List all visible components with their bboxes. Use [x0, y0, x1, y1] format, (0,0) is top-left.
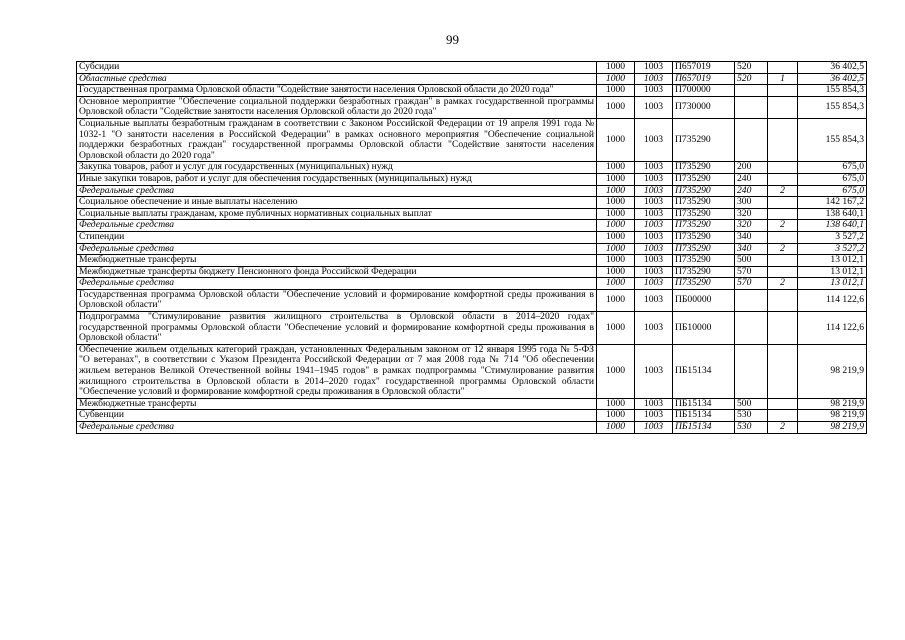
row-subsection: 1003 [635, 410, 673, 422]
table-row [77, 162, 867, 174]
row-amount: 36 402,5 [798, 73, 867, 85]
row-amount: 155 854,3 [798, 96, 867, 118]
row-expense-type: 240 [735, 173, 768, 185]
row-subsection: 1003 [635, 243, 673, 255]
row-name: Государственная программа Орловской области "Обеспечение условий и формирование комфортной среды проживания в Орловской области" [77, 289, 597, 311]
row-target-article: П735290 [673, 185, 735, 197]
row-section: 1000 [597, 422, 635, 434]
row-amount: 13 012,1 [798, 278, 867, 290]
row-subsection: 1003 [635, 85, 673, 97]
table-row [77, 96, 867, 118]
row-amount: 114 122,6 [798, 312, 867, 345]
row-section: 1000 [597, 62, 635, 74]
row-section: 1000 [597, 266, 635, 278]
row-target-article: П735290 [673, 243, 735, 255]
row-name: Закупка товаров, работ и услуг для государственных (муниципальных) нужд [77, 162, 597, 174]
table-row [77, 289, 867, 311]
row-funding-source [768, 410, 798, 422]
row-section: 1000 [597, 162, 635, 174]
row-funding-source: 2 [768, 220, 798, 232]
row-expense-type [735, 118, 768, 161]
row-subsection: 1003 [635, 422, 673, 434]
row-subsection: 1003 [635, 278, 673, 290]
row-name: Социальное обеспечение и иные выплаты населению [77, 197, 597, 209]
row-subsection: 1003 [635, 255, 673, 267]
row-target-article: П700000 [673, 85, 735, 97]
row-expense-type [735, 312, 768, 345]
row-amount: 114 122,6 [798, 289, 867, 311]
row-amount: 98 219,9 [798, 398, 867, 410]
table-row [77, 118, 867, 161]
row-target-article: П735290 [673, 278, 735, 290]
row-target-article: П735290 [673, 118, 735, 161]
row-expense-type: 320 [735, 220, 768, 232]
row-section: 1000 [597, 312, 635, 345]
row-target-article: П735290 [673, 162, 735, 174]
row-subsection: 1003 [635, 289, 673, 311]
row-target-article: П730000 [673, 96, 735, 118]
row-expense-type: 530 [735, 410, 768, 422]
row-target-article: ПБ15134 [673, 398, 735, 410]
row-funding-source [768, 173, 798, 185]
row-subsection: 1003 [635, 62, 673, 74]
row-amount: 98 219,9 [798, 344, 867, 398]
row-name: Социальные выплаты безработным гражданам в соответствии с Законом Российской Федерации от 19 апреля 1991 года № 1032-1 "О занятости населения в Российской Федерации" в рамках основного мероприятия "Обеспечение социальной поддержки безработных граждан" государственной программы Орловской области "Содействие занятости населения Орловской области до 2020 года" [77, 118, 597, 161]
table-row [77, 255, 867, 267]
row-funding-source: 2 [768, 185, 798, 197]
row-subsection: 1003 [635, 185, 673, 197]
row-funding-source: 2 [768, 422, 798, 434]
row-funding-source [768, 344, 798, 398]
row-section: 1000 [597, 85, 635, 97]
table-row [77, 344, 867, 398]
row-name: Социальные выплаты гражданам, кроме публичных нормативных социальных выплат [77, 208, 597, 220]
row-section: 1000 [597, 197, 635, 209]
row-name: Субвенции [77, 410, 597, 422]
row-amount: 3 527,2 [798, 243, 867, 255]
row-target-article: П735290 [673, 173, 735, 185]
table-row [77, 243, 867, 255]
table-row [77, 278, 867, 290]
row-name: Федеральные средства [77, 422, 597, 434]
row-expense-type: 570 [735, 278, 768, 290]
table-row [77, 185, 867, 197]
table-row [77, 231, 867, 243]
row-expense-type [735, 96, 768, 118]
row-section: 1000 [597, 243, 635, 255]
row-subsection: 1003 [635, 96, 673, 118]
table-row [77, 73, 867, 85]
row-section: 1000 [597, 289, 635, 311]
row-funding-source [768, 85, 798, 97]
row-name: Субсидии [77, 62, 597, 74]
row-subsection: 1003 [635, 208, 673, 220]
table-row [77, 410, 867, 422]
row-target-article: П735290 [673, 208, 735, 220]
row-name: Межбюджетные трансферты бюджету Пенсионного фонда Российской Федерации [77, 266, 597, 278]
row-name: Федеральные средства [77, 220, 597, 232]
row-expense-type [735, 85, 768, 97]
table-row [77, 220, 867, 232]
row-funding-source: 2 [768, 243, 798, 255]
row-section: 1000 [597, 118, 635, 161]
row-expense-type: 500 [735, 398, 768, 410]
row-amount: 98 219,9 [798, 422, 867, 434]
row-target-article: П657019 [673, 73, 735, 85]
row-expense-type: 320 [735, 208, 768, 220]
row-name: Государственная программа Орловской области "Содействие занятости населения Орловской области до 2020 года" [77, 85, 597, 97]
table-row [77, 266, 867, 278]
row-amount: 675,0 [798, 173, 867, 185]
row-amount: 155 854,3 [798, 85, 867, 97]
row-amount: 36 402,5 [798, 62, 867, 74]
row-subsection: 1003 [635, 73, 673, 85]
row-name: Федеральные средства [77, 243, 597, 255]
row-target-article: ПБ00000 [673, 289, 735, 311]
row-subsection: 1003 [635, 173, 673, 185]
row-section: 1000 [597, 96, 635, 118]
table-row [77, 312, 867, 345]
row-amount: 13 012,1 [798, 266, 867, 278]
row-name: Межбюджетные трансферты [77, 398, 597, 410]
row-expense-type: 530 [735, 422, 768, 434]
table-row [77, 62, 867, 74]
row-funding-source: 1 [768, 73, 798, 85]
page-number: 99 [446, 32, 459, 47]
row-funding-source [768, 231, 798, 243]
row-subsection: 1003 [635, 312, 673, 345]
row-funding-source: 2 [768, 278, 798, 290]
row-section: 1000 [597, 278, 635, 290]
table-row [77, 197, 867, 209]
budget-table-body [77, 62, 867, 434]
row-funding-source [768, 62, 798, 74]
row-section: 1000 [597, 173, 635, 185]
row-expense-type: 570 [735, 266, 768, 278]
row-name: Обеспечение жильем отдельных категорий граждан, установленных Федеральным законом от 12 января 1995 года № 5-ФЗ "О ветеранах", в соответствии с Указом Президента Российской Федерации от 7 мая 2008 года № 714 "Об обеспечении жильем ветеранов Великой Отечественной войны 1941–1945 годов" в рамках подпрограммы "Стимулирование развития жилищного строительства в Орловской области в 2014–2020 годах" государственной программы Орловской области "Обеспечение условий и формирование комфортной среды проживания в Орловской области" [77, 344, 597, 398]
row-name: Стипендии [77, 231, 597, 243]
row-expense-type: 340 [735, 231, 768, 243]
row-expense-type: 200 [735, 162, 768, 174]
table-row [77, 208, 867, 220]
row-expense-type: 520 [735, 62, 768, 74]
row-expense-type: 340 [735, 243, 768, 255]
row-expense-type: 240 [735, 185, 768, 197]
row-subsection: 1003 [635, 220, 673, 232]
row-section: 1000 [597, 185, 635, 197]
row-target-article: П735290 [673, 197, 735, 209]
row-subsection: 1003 [635, 231, 673, 243]
row-funding-source [768, 162, 798, 174]
table-row [77, 398, 867, 410]
row-subsection: 1003 [635, 344, 673, 398]
row-target-article: П735290 [673, 255, 735, 267]
row-subsection: 1003 [635, 197, 673, 209]
row-funding-source [768, 118, 798, 161]
row-section: 1000 [597, 255, 635, 267]
table-row [77, 85, 867, 97]
row-target-article: П735290 [673, 220, 735, 232]
row-subsection: 1003 [635, 398, 673, 410]
row-amount: 98 219,9 [798, 410, 867, 422]
row-section: 1000 [597, 344, 635, 398]
row-amount: 675,0 [798, 185, 867, 197]
row-amount: 3 527,2 [798, 231, 867, 243]
row-name: Федеральные средства [77, 278, 597, 290]
row-section: 1000 [597, 220, 635, 232]
row-funding-source [768, 197, 798, 209]
row-funding-source [768, 255, 798, 267]
row-expense-type [735, 289, 768, 311]
row-section: 1000 [597, 231, 635, 243]
row-funding-source [768, 312, 798, 345]
row-funding-source [768, 398, 798, 410]
row-expense-type: 300 [735, 197, 768, 209]
row-target-article: ПБ15134 [673, 422, 735, 434]
row-amount: 155 854,3 [798, 118, 867, 161]
row-name: Областные средства [77, 73, 597, 85]
row-section: 1000 [597, 208, 635, 220]
row-amount: 142 167,2 [798, 197, 867, 209]
row-amount: 138 640,1 [798, 208, 867, 220]
row-target-article: ПБ15134 [673, 344, 735, 398]
row-funding-source [768, 96, 798, 118]
row-expense-type: 520 [735, 73, 768, 85]
row-amount: 13 012,1 [798, 255, 867, 267]
row-subsection: 1003 [635, 118, 673, 161]
row-funding-source [768, 208, 798, 220]
table-row [77, 173, 867, 185]
row-target-article: ПБ15134 [673, 410, 735, 422]
row-target-article: ПБ10000 [673, 312, 735, 345]
row-subsection: 1003 [635, 266, 673, 278]
row-subsection: 1003 [635, 162, 673, 174]
row-section: 1000 [597, 398, 635, 410]
row-name: Федеральные средства [77, 185, 597, 197]
row-amount: 675,0 [798, 162, 867, 174]
row-section: 1000 [597, 73, 635, 85]
row-target-article: П657019 [673, 62, 735, 74]
row-section: 1000 [597, 410, 635, 422]
row-funding-source [768, 266, 798, 278]
row-name: Подпрограмма "Стимулирование развития жилищного строительства в Орловской области в 2014–2020 годах" государственной программы Орловской области "Обеспечение условий и формирование комфортной среды проживания в Орловской области" [77, 312, 597, 345]
row-expense-type [735, 344, 768, 398]
row-target-article: П735290 [673, 266, 735, 278]
budget-table [76, 61, 867, 434]
row-funding-source [768, 289, 798, 311]
table-row [77, 422, 867, 434]
row-name: Иные закупки товаров, работ и услуг для обеспечения государственных (муниципальных) нужд [77, 173, 597, 185]
row-amount: 138 640,1 [798, 220, 867, 232]
row-target-article: П735290 [673, 231, 735, 243]
row-expense-type: 500 [735, 255, 768, 267]
row-name: Основное мероприятие "Обеспечение социальной поддержки безработных граждан" в рамках государственной программы Орловской области "Содействие занятости населения Орловской области до 2020 года" [77, 96, 597, 118]
row-name: Межбюджетные трансферты [77, 255, 597, 267]
